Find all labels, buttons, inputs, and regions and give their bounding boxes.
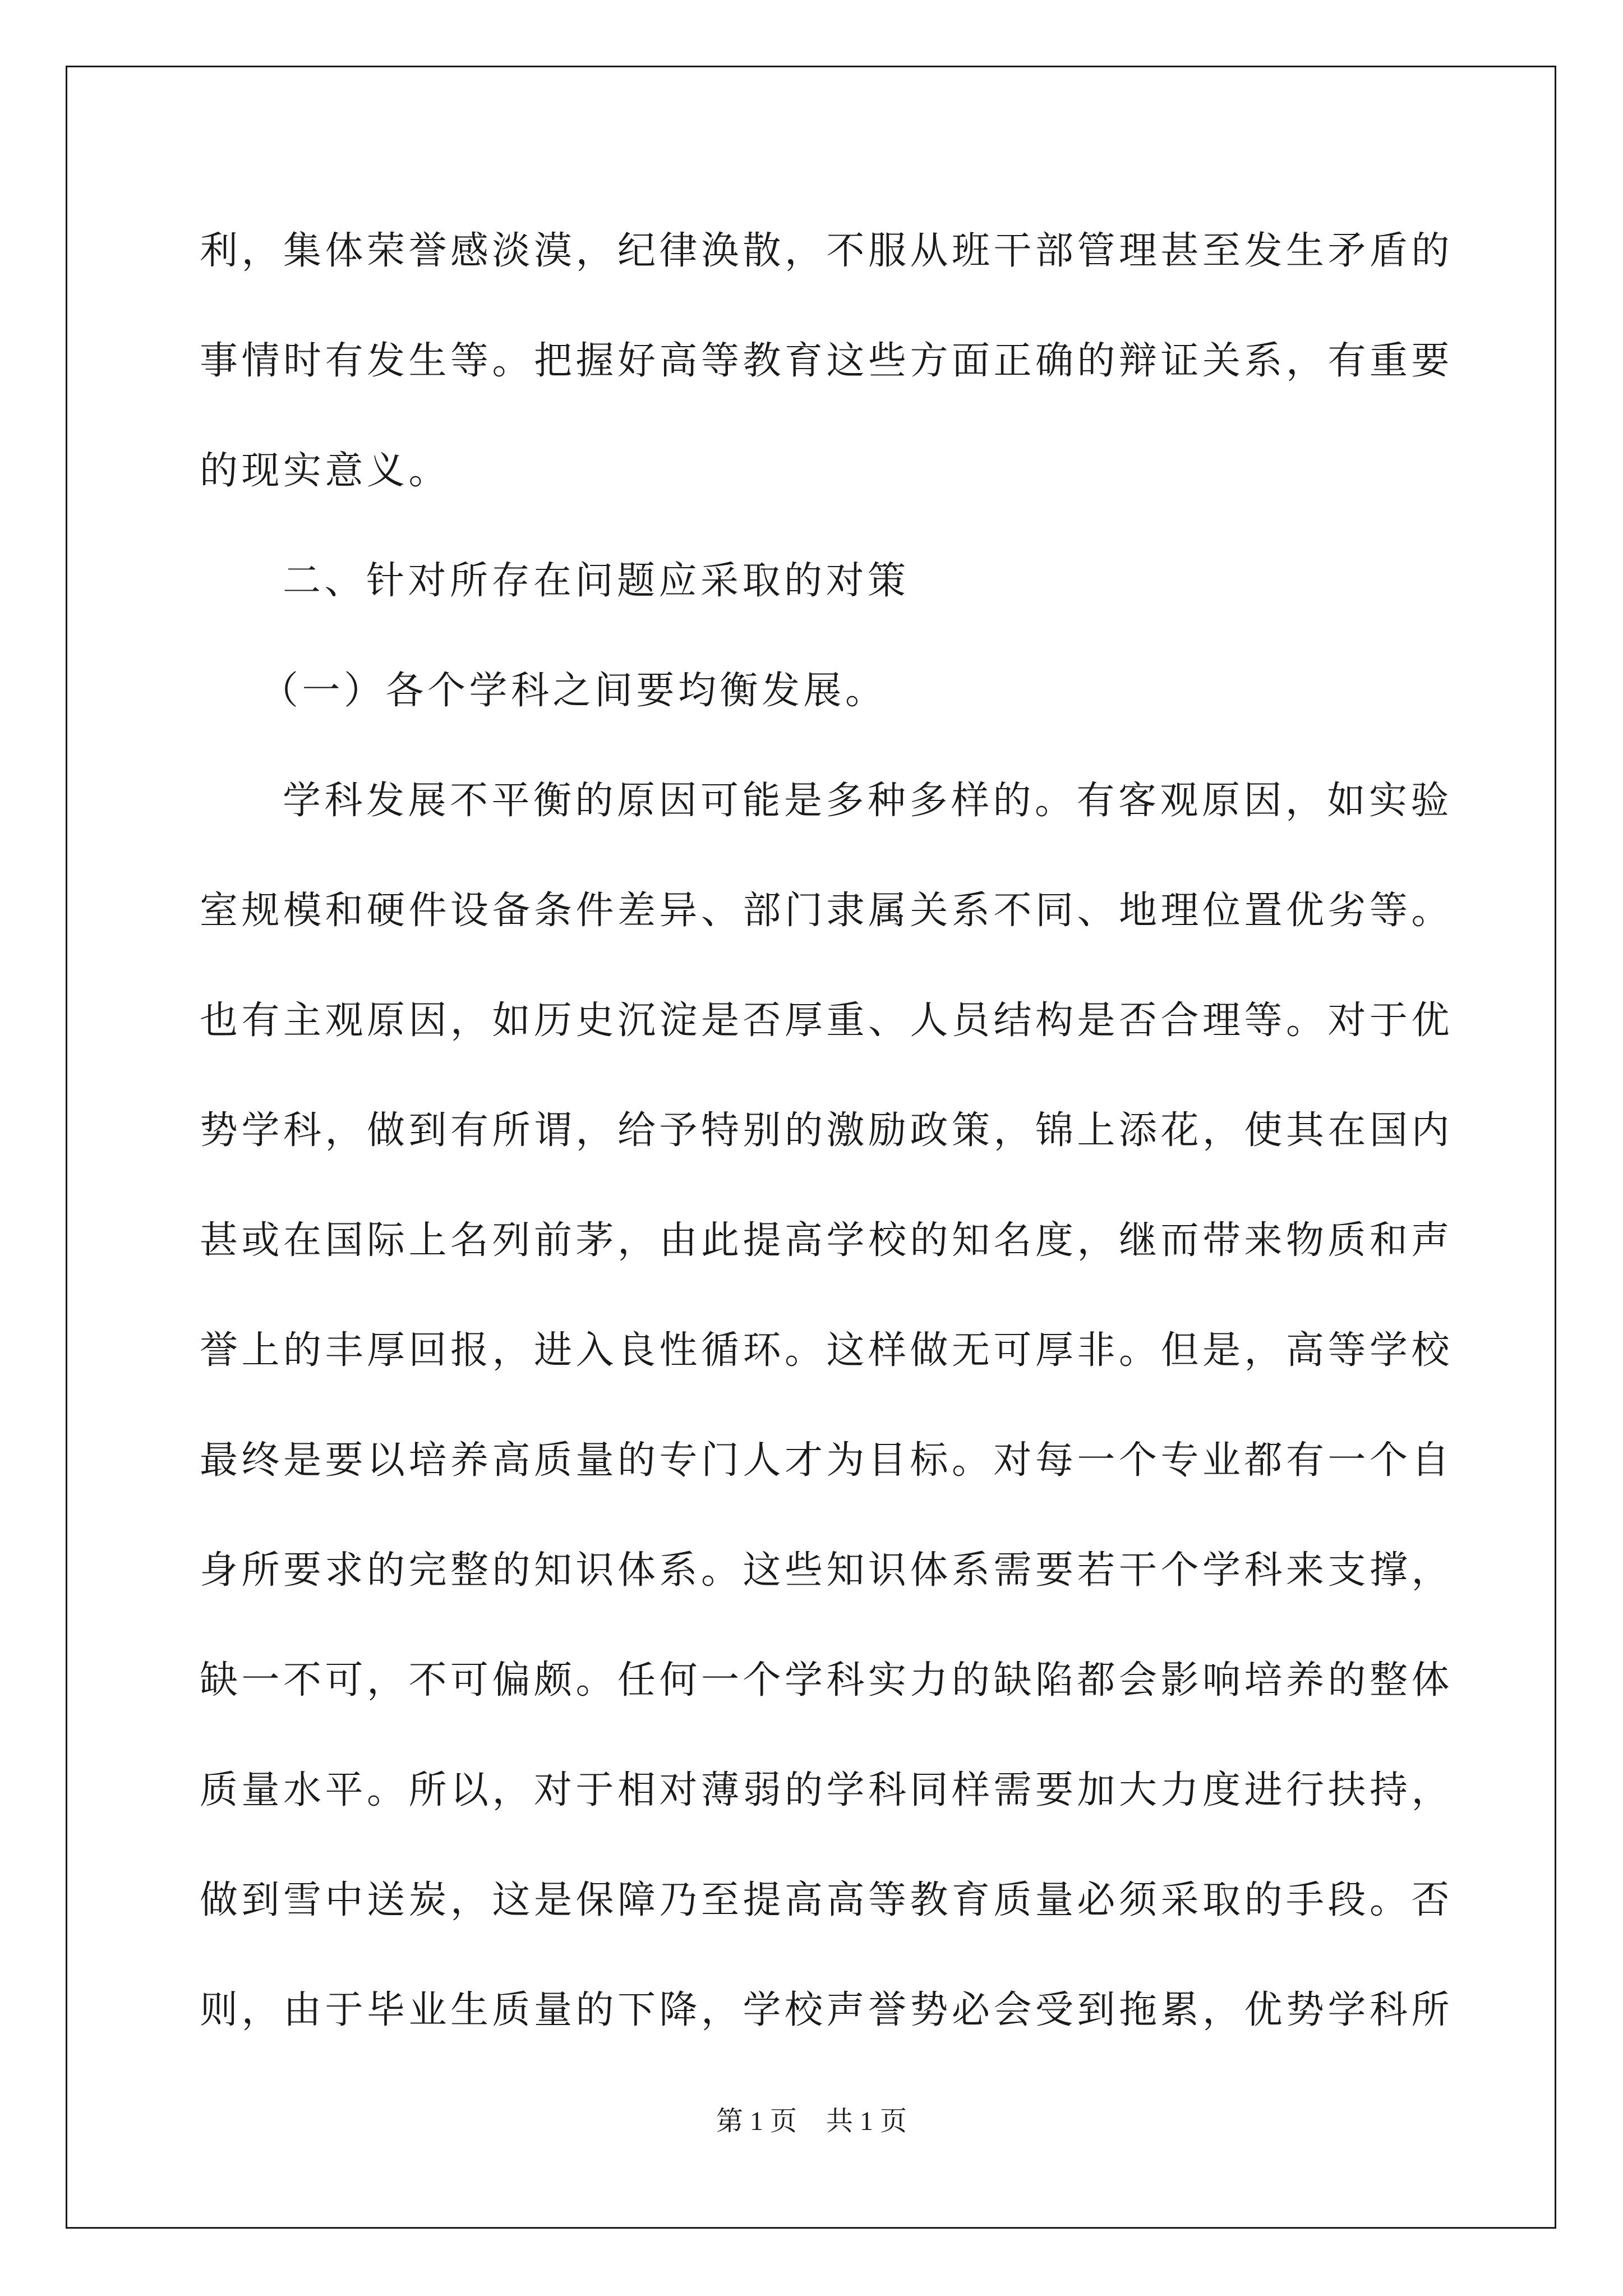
text-line: 缺一不可，不可偏颇。任何一个学科实力的缺陷都会影响培养的整体 [200,1658,1454,1703]
document-body [200,218,1454,2087]
text-line: 誉上的丰厚回报，进入良性循环。这样做无可厚非。但是，高等学校 [200,1328,1454,1373]
text-line: 最终是要以培养高质量的专门人才为目标。对每一个专业都有一个自 [200,1438,1454,1483]
section-heading: 二、针对所存在问题应采取的对策 [283,559,910,603]
page-total: 共 1 页 [826,2106,907,2136]
text-line: 也有主观原因，如历史沉淀是否厚重、人员结构是否合理等。对于优 [200,999,1454,1043]
text-line: 利，集体荣誉感淡漠，纪律涣散，不服从班干部管理甚至发生矛盾的 [200,229,1454,273]
text-line: 的现实意义。 [200,449,451,493]
text-line: 做到雪中送炭，这是保障乃至提高高等教育质量必须采取的手段。否 [200,1878,1454,1922]
text-line: 学科发展不平衡的原因可能是多种多样的。有客观原因，如实验 [283,779,1453,823]
text-line: 室规模和硬件设备条件差异、部门隶属关系不同、地理位置优劣等。 [200,889,1454,933]
text-line: 身所要求的完整的知识体系。这些知识体系需要若干个学科来支撑， [200,1548,1454,1593]
page-number: 第 1 页 [716,2106,797,2136]
text-line: 事情时有发生等。把握好高等教育这些方面正确的辩证关系，有重要 [200,339,1454,383]
text-line: 质量水平。所以，对于相对薄弱的学科同样需要加大力度进行扶持， [200,1768,1454,1812]
text-line: 甚或在国际上名列前茅，由此提高学校的知名度，继而带来物质和声 [200,1218,1454,1263]
page-footer [0,2105,1623,2138]
subsection-heading: （一）各个学科之间要均衡发展。 [260,669,887,713]
text-line: 则，由于毕业生质量的下降，学校声誉势必会受到拖累，优势学科所 [200,1988,1454,2032]
text-line: 势学科，做到有所谓，给予特别的激励政策，锦上添花，使其在国内 [200,1108,1454,1153]
